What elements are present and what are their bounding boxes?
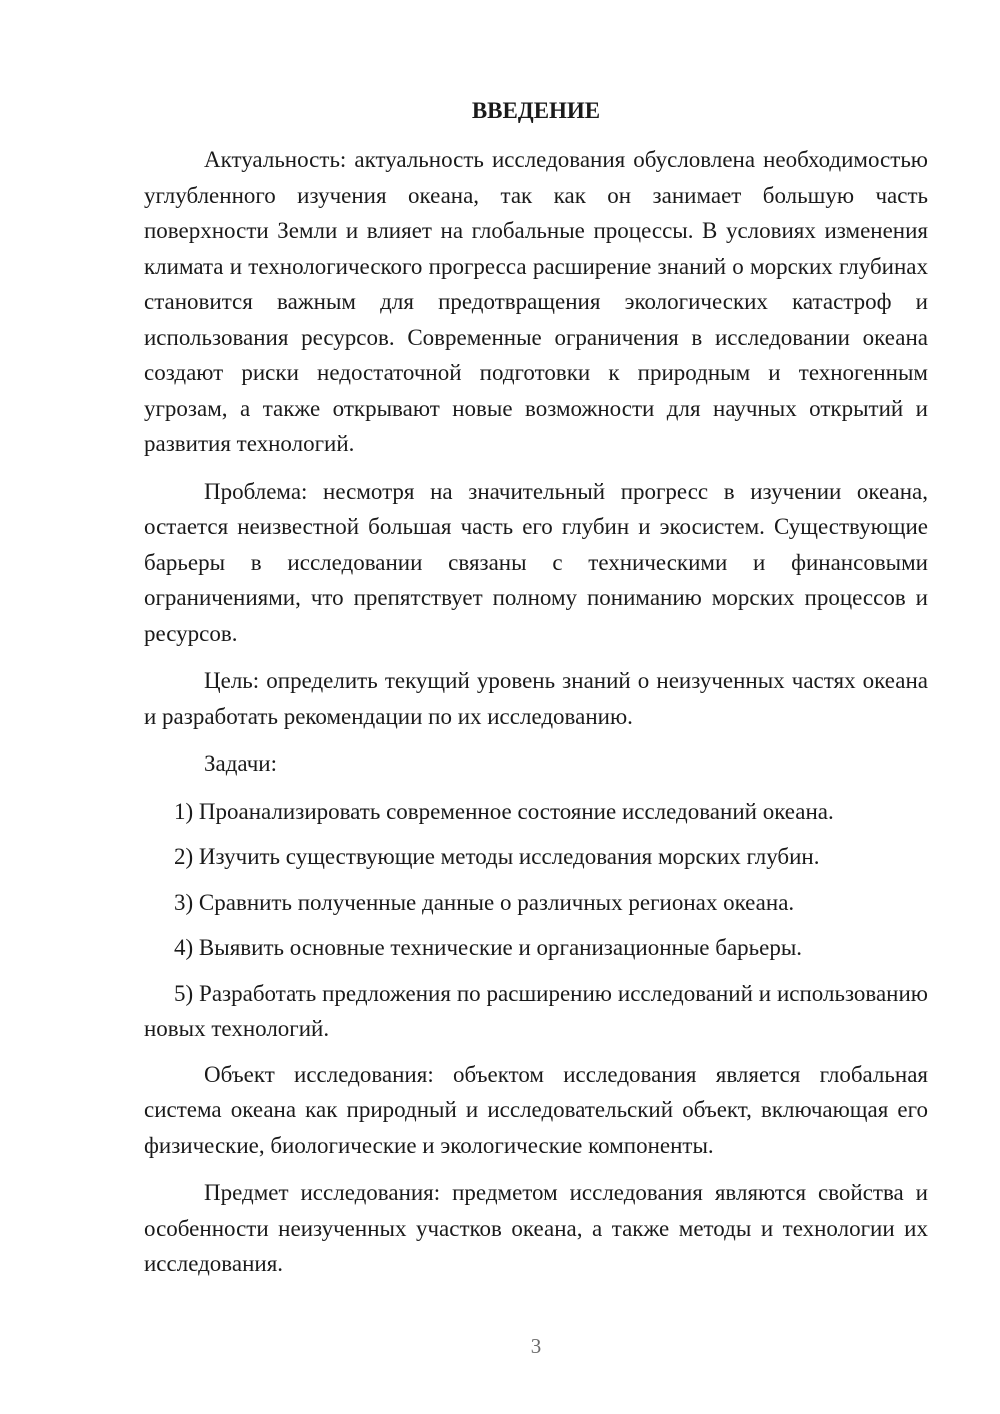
- relevance-paragraph: Актуальность: актуальность исследования обусловлена необходимостью углубленного изучения океана, так как он занимает большую часть поверхности Земли и влияет на глобальные процессы. В условиях изменения климата и технологического прогресса расширение знаний о морских глубинах становится важным для предотвращения экологических катастроф и использования ресурсов. Современные ограничения в исследовании океана создают риски недостаточной подготовки к природным и техногенным угрозам, а также открывают новые возможности для научных открытий и развития технологий.: [144, 147, 928, 456]
- page-number: 3: [530, 1334, 542, 1358]
- task-item: 1) Проанализировать современное состояние исследований океана.: [174, 798, 834, 824]
- task-item: 2) Изучить существующие методы исследования морских глубин.: [174, 844, 820, 869]
- goal-paragraph: Цель: определить текущий уровень знаний о неизученных частях океана и разработать рекомендации по их исследованию.: [144, 668, 928, 729]
- object-paragraph: Объект исследования: объектом исследования является глобальная система океана как природный и исследовательский объект, включающая его физические, биологические и экологические компоненты.: [144, 1061, 928, 1158]
- page-body: [144, 96, 928, 1294]
- tasks-heading: Задачи:: [204, 751, 277, 776]
- problem-paragraph: Проблема: несмотря на значительный прогресс в изучении океана, остается неизвестной большая часть его глубин и экосистем. Существующие барьеры в исследовании связаны с техническими и финансовыми ограничениями, что препятствует полному пониманию морских процессов и ресурсов.: [144, 478, 928, 646]
- page-title: ВВЕДЕНИЕ: [471, 98, 601, 123]
- task-item: 5) Разработать предложения по расширению исследований и использованию новых технологий.: [144, 980, 928, 1041]
- task-item: 3) Сравнить полученные данные о различных регионах океана.: [174, 889, 795, 915]
- subject-paragraph: Предмет исследования: предметом исследования являются свойства и особенности неизученных участков океана, а также методы и технологии их исследования.: [144, 1180, 928, 1276]
- tasks-list: [144, 794, 928, 1047]
- task-item: 4) Выявить основные технические и организационные барьеры.: [174, 935, 803, 960]
